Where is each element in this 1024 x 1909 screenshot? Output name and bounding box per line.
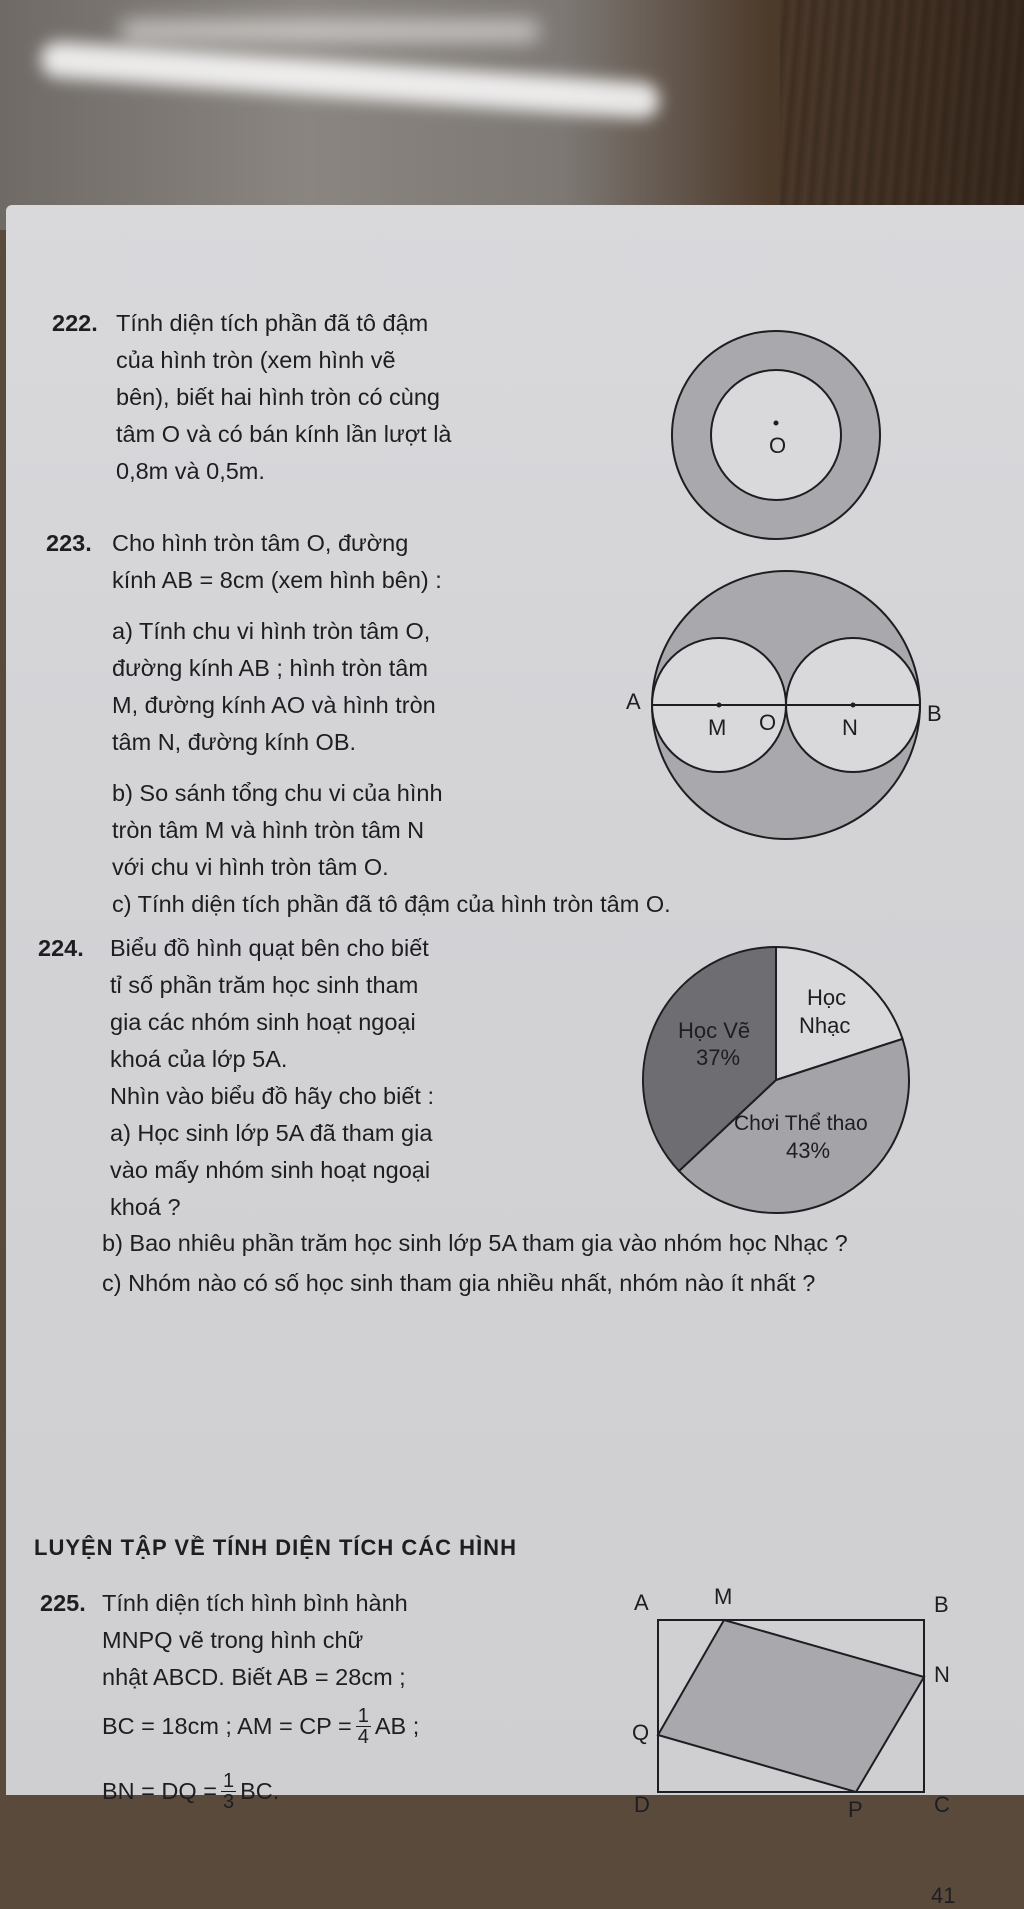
problem-number: 222. — [52, 310, 98, 336]
text-line: Tính diện tích phần đã tô đậm — [116, 310, 429, 336]
formula-text: BN = DQ = — [102, 1777, 217, 1804]
text-line: tròn tâm M và hình tròn tâm N — [112, 817, 425, 843]
center-point — [774, 421, 779, 426]
rectangle-figure — [616, 1580, 976, 1820]
numerator: 1 — [222, 1769, 235, 1792]
text-line: gia các nhóm sinh hoạt ngoại — [110, 1009, 416, 1035]
formula-line — [102, 1756, 552, 1826]
label-b: B — [927, 701, 942, 726]
annulus-figure — [666, 325, 886, 545]
label-o: O — [759, 710, 777, 735]
label-n: N — [842, 715, 858, 740]
label-m: M — [708, 715, 727, 740]
text-line: Cho hình tròn tâm O, đường — [112, 530, 409, 556]
background-photo — [0, 0, 1024, 230]
text-line: của hình tròn (xem hình vẽ — [116, 347, 396, 373]
text-line: với chu vi hình tròn tâm O. — [112, 854, 389, 880]
problem-223-c: c) Tính diện tích phần đã tô đậm của hình tròn tâm O. — [112, 891, 671, 917]
text-line: khoá của lớp 5A. — [110, 1046, 288, 1072]
book-page — [6, 205, 1024, 1908]
label-p: P — [848, 1797, 863, 1820]
text-line: b) So sánh tổng chu vi của hình — [112, 780, 443, 806]
text-line: a) Học sinh lớp 5A đã tham gia — [110, 1120, 433, 1146]
text-line: bên), biết hai hình tròn có cùng — [116, 384, 440, 410]
text-line: kính AB = 8cm (xem hình bên) : — [112, 567, 442, 593]
slice-label-tt: Chơi Thể thao — [734, 1112, 868, 1135]
point-n — [851, 703, 856, 708]
text-line: khoá ? — [110, 1194, 181, 1220]
text-line: a) Tính chu vi hình tròn tâm O, — [112, 618, 431, 644]
label-m: M — [714, 1584, 733, 1609]
slice-label-ve: Học Vẽ — [678, 1018, 751, 1043]
center-label: O — [769, 433, 787, 458]
problem-number: 223. — [46, 530, 92, 556]
text-line: tâm N, đường kính OB. — [112, 729, 357, 755]
label-n: N — [934, 1662, 950, 1687]
text-line: Biểu đồ hình quạt bên cho biết — [110, 935, 429, 961]
problem-224-c: c) Nhóm nào có số học sinh tham gia nhiều nhất, nhóm nào ít nhất ? — [102, 1270, 816, 1296]
slice-value-ve: 37% — [696, 1045, 741, 1070]
light-glare — [39, 40, 660, 119]
text-line: 0,8m và 0,5m. — [116, 458, 265, 484]
text-line: tâm O và có bán kính lần lượt là — [116, 421, 452, 447]
slice-label-nhac-1: Học — [807, 985, 847, 1010]
denominator: 3 — [222, 1790, 235, 1813]
point-m — [717, 703, 722, 708]
text-line: đường kính AB ; hình tròn tâm — [112, 655, 428, 681]
text-line: nhật ABCD. Biết AB = 28cm ; — [102, 1664, 406, 1690]
label-q: Q — [632, 1720, 650, 1745]
problem-number: 225. — [40, 1590, 86, 1616]
label-a: A — [626, 689, 641, 714]
label-a: A — [634, 1590, 649, 1615]
formula-text: BC. — [240, 1777, 280, 1804]
formula-text: AB ; — [374, 1712, 420, 1739]
formula-line — [102, 1696, 552, 1756]
text-line: Nhìn vào biểu đồ hãy cho biết : — [110, 1083, 434, 1109]
label-b: B — [934, 1592, 949, 1617]
slice-label-nhac-2: Nhạc — [799, 1013, 851, 1038]
text-line: Tính diện tích hình bình hành — [102, 1590, 408, 1616]
text-line: tỉ số phần trăm học sinh tham — [110, 972, 419, 998]
wood-texture — [780, 0, 1024, 230]
slice-value-tt: 43% — [786, 1138, 831, 1163]
pie-chart — [636, 940, 916, 1220]
page-number: 41 — [931, 1883, 956, 1908]
parallelogram-mnpq — [658, 1620, 924, 1792]
section-title: LUYỆN TẬP VỀ TÍNH DIỆN TÍCH CÁC HÌNH — [34, 1535, 517, 1560]
label-c: C — [934, 1792, 950, 1817]
denominator: 4 — [357, 1725, 369, 1748]
light-glare — [120, 20, 540, 42]
circles-figure — [614, 570, 944, 840]
numerator: 1 — [357, 1704, 369, 1727]
label-d: D — [634, 1792, 650, 1817]
text-line: MNPQ vẽ trong hình chữ — [102, 1627, 364, 1653]
fraction-quarter — [356, 1706, 371, 1747]
formula-text: BC = 18cm ; AM = CP = — [102, 1712, 352, 1739]
text-line: M, đường kính AO và hình tròn — [112, 692, 436, 718]
text-line: vào mấy nhóm sinh hoạt ngoại — [110, 1157, 431, 1183]
problem-number: 224. — [38, 935, 84, 961]
problem-224-b: b) Bao nhiêu phần trăm học sinh lớp 5A tham gia vào nhóm học Nhạc ? — [102, 1230, 848, 1256]
fraction-third — [221, 1771, 236, 1812]
